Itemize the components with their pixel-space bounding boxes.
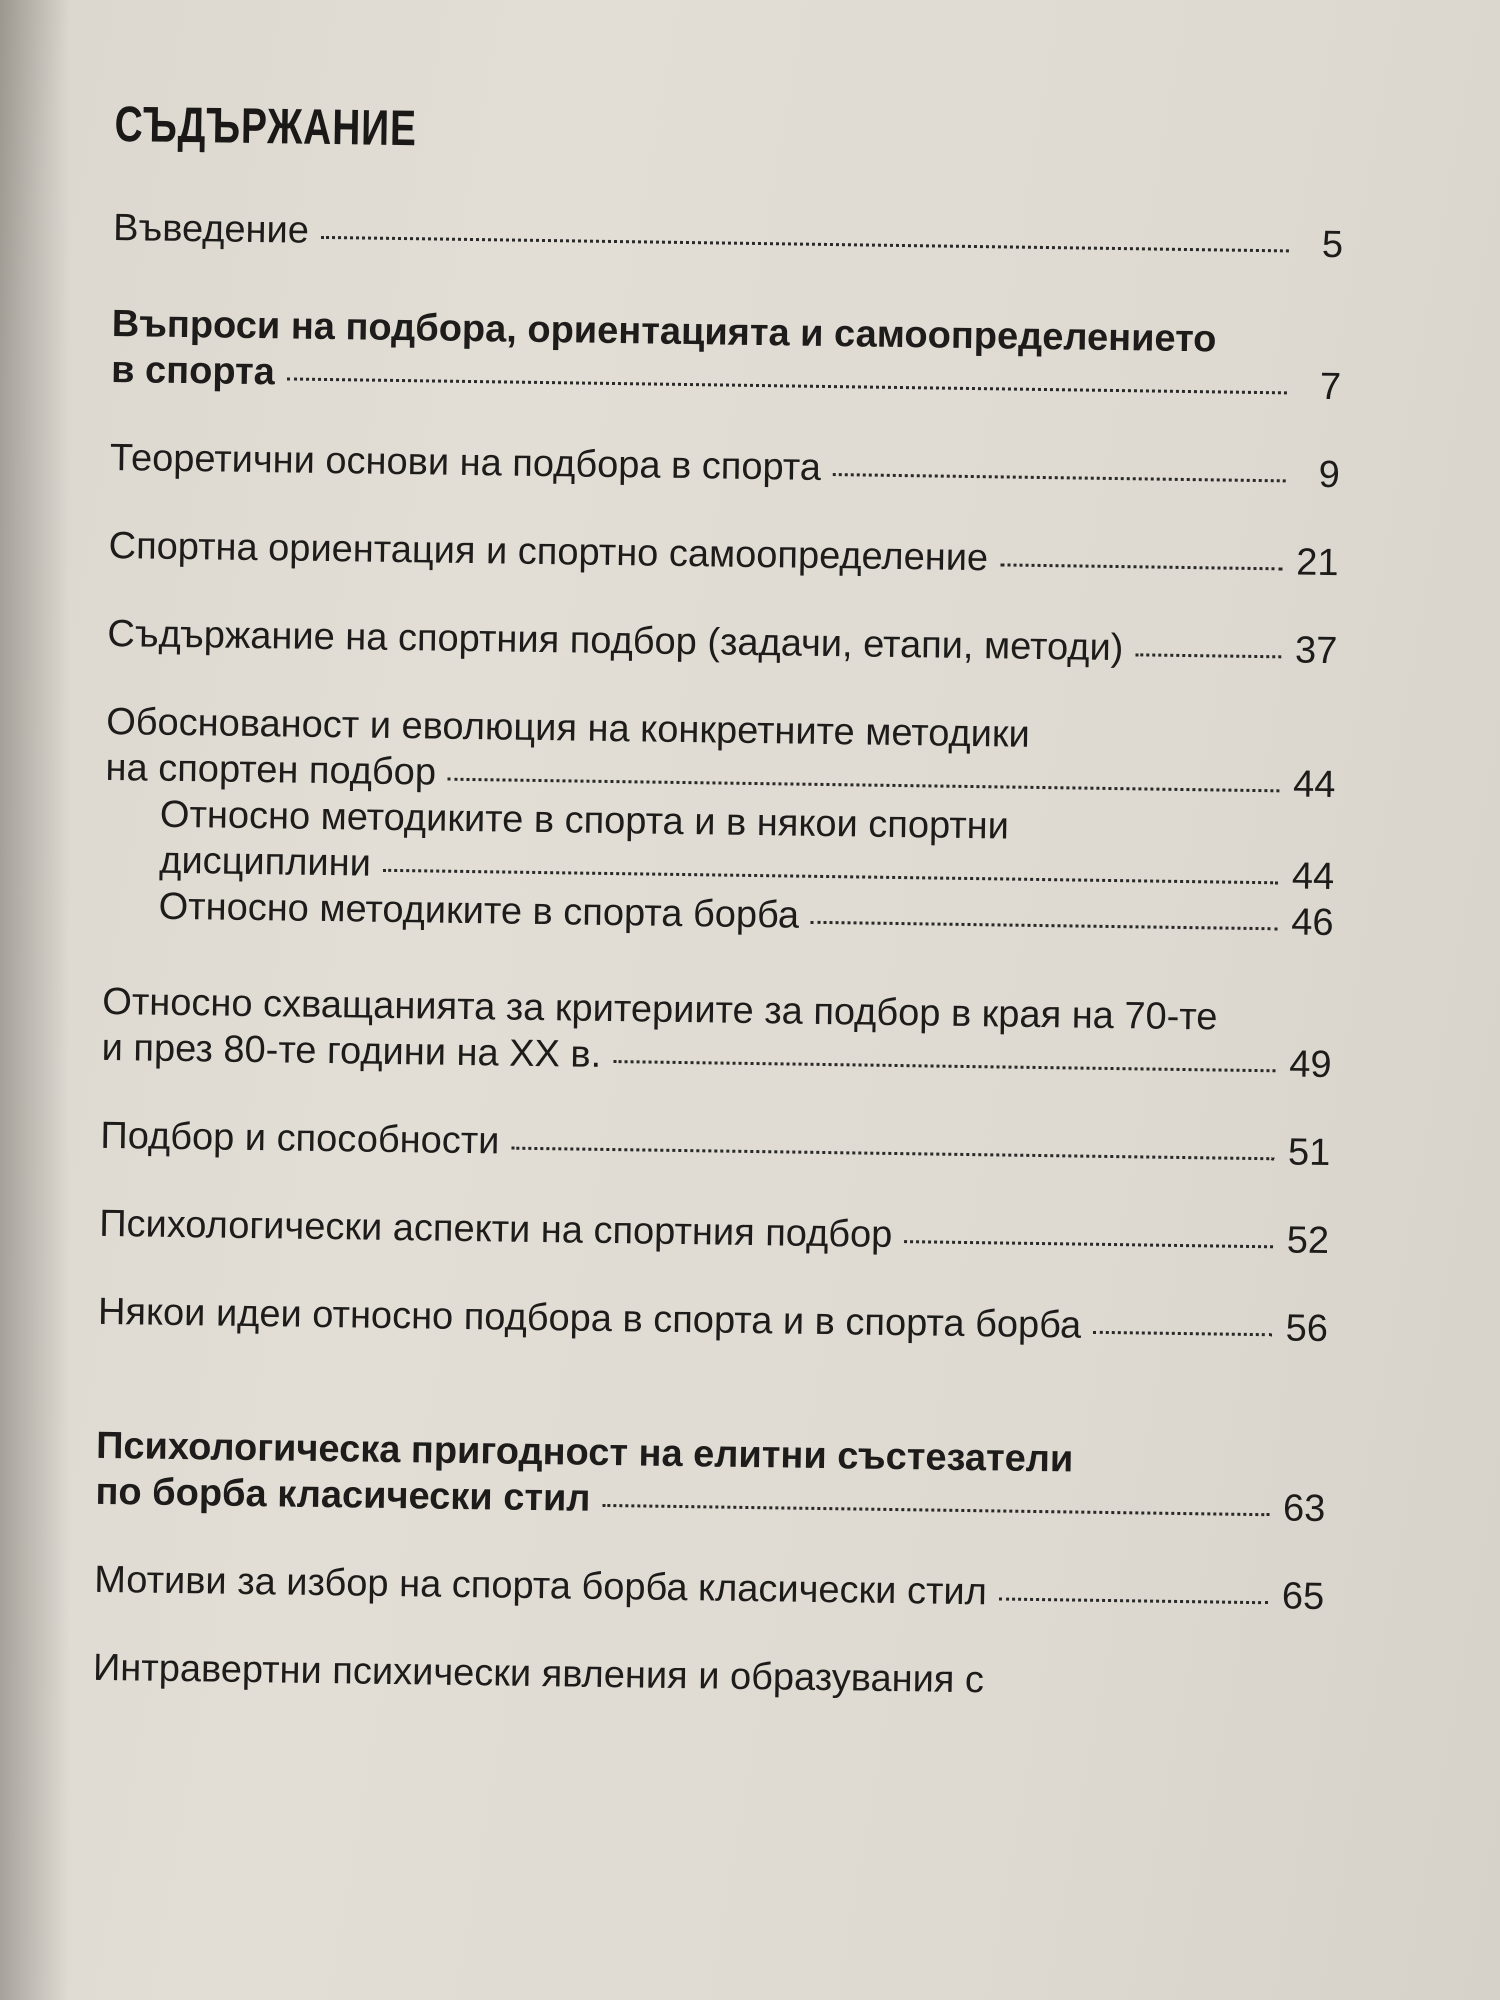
toc-entry-label: Относно схващанията за критериите за подбор в края на 70-те <box>102 980 1218 1039</box>
toc-entry-label: Теоретични основи на подбора в спорта <box>109 436 822 489</box>
dot-leader <box>383 869 1278 884</box>
toc-entry-label: Подбор и способности <box>100 1114 500 1163</box>
toc-entry <box>99 1201 1330 1264</box>
toc-entry-label: Мотиви за избор на спорта борба класически стил <box>93 1558 988 1614</box>
toc-entry <box>94 1557 1325 1620</box>
dot-leader <box>1093 1331 1271 1336</box>
toc-page-number: 37 <box>1294 629 1338 673</box>
toc-entry <box>107 611 1338 674</box>
dot-leader <box>1000 563 1282 570</box>
dot-leader <box>448 778 1279 793</box>
toc-entry <box>93 1645 1324 1708</box>
toc-entry <box>98 1289 1329 1352</box>
dot-leader <box>287 377 1287 394</box>
toc-entry <box>100 1113 1331 1176</box>
toc-entry <box>105 699 1336 808</box>
toc-entry-label: по борба класически стил <box>95 1470 591 1520</box>
toc-page-number: 52 <box>1286 1219 1330 1263</box>
toc-page-number: 51 <box>1287 1131 1331 1175</box>
toc-entry <box>108 523 1339 586</box>
toc-page-number: 9 <box>1318 453 1341 497</box>
toc-entry-label: и през 80-те години на XX в. <box>101 1026 602 1076</box>
toc-page-number: 5 <box>1321 223 1344 267</box>
toc-entry <box>101 979 1332 1088</box>
dot-leader <box>511 1147 1274 1161</box>
toc-entry-chapter <box>111 301 1342 410</box>
dot-leader <box>999 1597 1268 1604</box>
toc-entry-label: Психологически аспекти на спортния подбор <box>98 1202 893 1256</box>
toc-entry-label: Въведение <box>112 206 310 252</box>
dot-leader <box>613 1060 1275 1072</box>
dot-leader <box>833 473 1286 482</box>
toc-entry-label: дисциплини <box>159 839 372 885</box>
toc-title: СЪДЪРЖАНИЕ <box>114 95 418 157</box>
toc-entry-label: Спортна ориентация и спортно самоопределение <box>108 524 989 580</box>
spine-shadow <box>0 0 70 2000</box>
dot-leader <box>1135 653 1281 658</box>
toc-entry-label: Психологическа пригодност на елитни състезатели <box>95 1424 1074 1481</box>
toc-entry-label: Относно методиките в спорта и в някои спортни <box>159 793 1010 848</box>
toc-entry-label: в спорта <box>110 348 276 394</box>
toc-entry-introduction <box>113 205 1344 268</box>
toc-entry-label: Интравертни психически явления и образувания с <box>92 1646 985 1702</box>
dot-leader <box>811 921 1277 931</box>
dot-leader <box>602 1504 1269 1516</box>
dot-leader <box>904 1240 1273 1248</box>
toc-subentry <box>104 791 1335 900</box>
toc-entry-label: Относно методиките в спорта борба <box>158 885 800 937</box>
toc-entry-label: Обоснованост и еволюция на конкретните методики <box>105 700 1031 756</box>
dot-leader <box>321 236 1289 253</box>
toc-entry-chapter <box>95 1423 1326 1532</box>
toc-page-number: 21 <box>1296 541 1339 585</box>
toc-entry-label: Въпроси на подбора, ориентацията и самоопределението <box>111 302 1217 361</box>
table-of-contents <box>93 95 1345 1708</box>
toc-page-number: 44 <box>1292 763 1336 807</box>
toc-page-number: 44 <box>1291 855 1335 899</box>
toc-page-number: 7 <box>1319 365 1342 409</box>
toc-page-number: 49 <box>1289 1043 1332 1087</box>
toc-page-number: 46 <box>1290 901 1334 945</box>
toc-entry <box>110 435 1341 498</box>
toc-entry-label: Някои идеи относно подбора в спорта и в спорта борба <box>97 1290 1082 1347</box>
toc-page-number: 65 <box>1281 1575 1325 1619</box>
toc-entry-label: на спортен подбор <box>105 746 437 794</box>
toc-entry-label: Съдържание на спортния подбор (задачи, етапи, методи) <box>107 612 1124 670</box>
toc-page-number: 63 <box>1282 1487 1326 1531</box>
toc-page-number: 56 <box>1285 1307 1329 1351</box>
